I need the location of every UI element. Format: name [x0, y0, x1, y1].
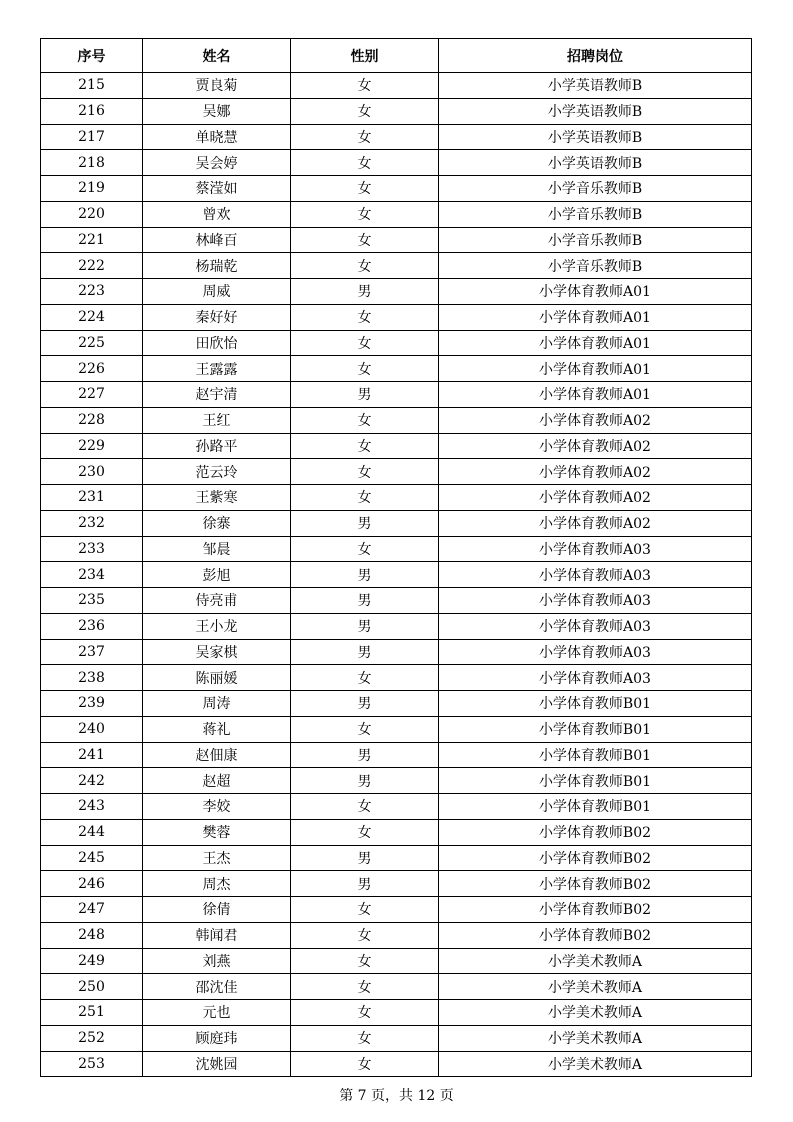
- row-number: 249: [41, 948, 143, 974]
- header-gender: 性别: [291, 39, 439, 73]
- row-number: 227: [41, 382, 143, 408]
- applicant-name: 韩闻君: [143, 922, 291, 948]
- applicant-name: 李姣: [143, 794, 291, 820]
- row-number: 230: [41, 459, 143, 485]
- table-row: [41, 536, 752, 562]
- page-footer: 第 7 页，共 12 页: [339, 1088, 454, 1104]
- row-number: 253: [41, 1051, 143, 1077]
- recruitment-position: 小学美术教师A: [439, 1000, 752, 1026]
- table-row: [41, 1051, 752, 1077]
- row-number: 224: [41, 304, 143, 330]
- table-row: [41, 1000, 752, 1026]
- row-number: 237: [41, 639, 143, 665]
- applicant-name: 贾良菊: [143, 73, 291, 99]
- recruitment-position: 小学美术教师A: [439, 974, 752, 1000]
- applicant-gender: 女: [291, 407, 439, 433]
- applicant-gender: 男: [291, 613, 439, 639]
- applicant-gender: 女: [291, 1025, 439, 1051]
- applicant-name: 杨瑞乾: [143, 253, 291, 279]
- applicant-name: 顾庭玮: [143, 1025, 291, 1051]
- recruitment-table: [40, 38, 752, 1077]
- table-row: [41, 742, 752, 768]
- row-number: 234: [41, 562, 143, 588]
- applicant-gender: 女: [291, 150, 439, 176]
- table-row: [41, 227, 752, 253]
- row-number: 251: [41, 1000, 143, 1026]
- table-row: [41, 382, 752, 408]
- row-number: 215: [41, 73, 143, 99]
- applicant-name: 周涛: [143, 691, 291, 717]
- recruitment-position: 小学体育教师B01: [439, 691, 752, 717]
- table-row: [41, 73, 752, 99]
- recruitment-position: 小学英语教师B: [439, 124, 752, 150]
- row-number: 247: [41, 897, 143, 923]
- applicant-gender: 男: [291, 871, 439, 897]
- applicant-gender: 女: [291, 98, 439, 124]
- applicant-gender: 女: [291, 176, 439, 202]
- recruitment-position: 小学体育教师B01: [439, 768, 752, 794]
- applicant-name: 邵沈佳: [143, 974, 291, 1000]
- applicant-name: 蒋礼: [143, 716, 291, 742]
- row-number: 216: [41, 98, 143, 124]
- applicant-gender: 女: [291, 716, 439, 742]
- applicant-name: 赵宇清: [143, 382, 291, 408]
- table-row: [41, 510, 752, 536]
- row-number: 218: [41, 150, 143, 176]
- row-number: 244: [41, 819, 143, 845]
- applicant-name: 刘燕: [143, 948, 291, 974]
- applicant-gender: 男: [291, 845, 439, 871]
- row-number: 220: [41, 201, 143, 227]
- table-row: [41, 716, 752, 742]
- recruitment-position: 小学体育教师A03: [439, 613, 752, 639]
- applicant-gender: 女: [291, 922, 439, 948]
- table-row: [41, 922, 752, 948]
- applicant-gender: 女: [291, 227, 439, 253]
- applicant-gender: 男: [291, 691, 439, 717]
- applicant-gender: 男: [291, 588, 439, 614]
- applicant-name: 侍亮甫: [143, 588, 291, 614]
- applicant-name: 邹晨: [143, 536, 291, 562]
- table-row: [41, 794, 752, 820]
- row-number: 217: [41, 124, 143, 150]
- recruitment-position: 小学体育教师A01: [439, 382, 752, 408]
- row-number: 239: [41, 691, 143, 717]
- applicant-name: 孙路平: [143, 433, 291, 459]
- applicant-name: 陈丽媛: [143, 665, 291, 691]
- row-number: 242: [41, 768, 143, 794]
- recruitment-position: 小学体育教师A01: [439, 356, 752, 382]
- recruitment-position: 小学体育教师A03: [439, 665, 752, 691]
- recruitment-position: 小学美术教师A: [439, 1051, 752, 1077]
- table-row: [41, 948, 752, 974]
- recruitment-position: 小学音乐教师B: [439, 176, 752, 202]
- table-row: [41, 1025, 752, 1051]
- table-row: [41, 201, 752, 227]
- recruitment-position: 小学美术教师A: [439, 1025, 752, 1051]
- recruitment-position: 小学体育教师B02: [439, 845, 752, 871]
- table-row: [41, 819, 752, 845]
- recruitment-position: 小学体育教师A01: [439, 279, 752, 305]
- recruitment-position: 小学体育教师A02: [439, 407, 752, 433]
- row-number: 231: [41, 485, 143, 511]
- applicant-gender: 女: [291, 304, 439, 330]
- recruitment-position: 小学体育教师B02: [439, 819, 752, 845]
- table-row: [41, 871, 752, 897]
- applicant-gender: 女: [291, 73, 439, 99]
- table-row: [41, 279, 752, 305]
- header-no: 序号: [41, 39, 143, 73]
- recruitment-position: 小学体育教师B01: [439, 716, 752, 742]
- row-number: 235: [41, 588, 143, 614]
- table-row: [41, 176, 752, 202]
- table-row: [41, 124, 752, 150]
- applicant-gender: 男: [291, 768, 439, 794]
- table-row: [41, 150, 752, 176]
- applicant-name: 周杰: [143, 871, 291, 897]
- row-number: 248: [41, 922, 143, 948]
- applicant-name: 林峰百: [143, 227, 291, 253]
- row-number: 236: [41, 613, 143, 639]
- row-number: 228: [41, 407, 143, 433]
- row-number: 223: [41, 279, 143, 305]
- row-number: 241: [41, 742, 143, 768]
- row-number: 226: [41, 356, 143, 382]
- applicant-name: 樊蓉: [143, 819, 291, 845]
- applicant-gender: 女: [291, 1051, 439, 1077]
- recruitment-position: 小学体育教师A02: [439, 433, 752, 459]
- recruitment-position: 小学体育教师B01: [439, 742, 752, 768]
- recruitment-position: 小学体育教师B02: [439, 922, 752, 948]
- table-row: [41, 407, 752, 433]
- applicant-name: 赵佃康: [143, 742, 291, 768]
- table-row: [41, 98, 752, 124]
- table-row: [41, 433, 752, 459]
- row-number: 240: [41, 716, 143, 742]
- header-position: 招聘岗位: [439, 39, 752, 73]
- applicant-name: 王杰: [143, 845, 291, 871]
- applicant-gender: 女: [291, 819, 439, 845]
- applicant-name: 沈姚园: [143, 1051, 291, 1077]
- applicant-name: 吴娜: [143, 98, 291, 124]
- table-header-row: [41, 39, 752, 73]
- applicant-name: 范云玲: [143, 459, 291, 485]
- recruitment-position: 小学音乐教师B: [439, 227, 752, 253]
- applicant-gender: 女: [291, 1000, 439, 1026]
- header-name: 姓名: [143, 39, 291, 73]
- applicant-name: 周威: [143, 279, 291, 305]
- recruitment-position: 小学体育教师A03: [439, 639, 752, 665]
- table-row: [41, 691, 752, 717]
- recruitment-position: 小学体育教师A02: [439, 459, 752, 485]
- applicant-name: 王小龙: [143, 613, 291, 639]
- recruitment-position: 小学体育教师A01: [439, 330, 752, 356]
- applicant-gender: 女: [291, 974, 439, 1000]
- applicant-name: 单晓慧: [143, 124, 291, 150]
- applicant-gender: 男: [291, 562, 439, 588]
- table-row: [41, 974, 752, 1000]
- row-number: 243: [41, 794, 143, 820]
- applicant-name: 元也: [143, 1000, 291, 1026]
- applicant-name: 王红: [143, 407, 291, 433]
- applicant-gender: 女: [291, 665, 439, 691]
- row-number: 222: [41, 253, 143, 279]
- table-row: [41, 897, 752, 923]
- applicant-gender: 女: [291, 794, 439, 820]
- table-row: [41, 562, 752, 588]
- table-row: [41, 330, 752, 356]
- recruitment-position: 小学体育教师A02: [439, 485, 752, 511]
- recruitment-position: 小学体育教师A03: [439, 588, 752, 614]
- applicant-name: 蔡滢如: [143, 176, 291, 202]
- applicant-name: 吴会婷: [143, 150, 291, 176]
- table-row: [41, 845, 752, 871]
- applicant-gender: 女: [291, 124, 439, 150]
- applicant-name: 田欣怡: [143, 330, 291, 356]
- applicant-gender: 女: [291, 253, 439, 279]
- applicant-gender: 女: [291, 201, 439, 227]
- table-row: [41, 485, 752, 511]
- row-number: 229: [41, 433, 143, 459]
- applicant-name: 彭旭: [143, 562, 291, 588]
- recruitment-position: 小学英语教师B: [439, 98, 752, 124]
- table-row: [41, 613, 752, 639]
- recruitment-position: 小学音乐教师B: [439, 201, 752, 227]
- applicant-name: 赵超: [143, 768, 291, 794]
- recruitment-position: 小学体育教师A03: [439, 562, 752, 588]
- applicant-gender: 男: [291, 639, 439, 665]
- row-number: 219: [41, 176, 143, 202]
- table-row: [41, 768, 752, 794]
- table-row: [41, 639, 752, 665]
- applicant-gender: 女: [291, 897, 439, 923]
- row-number: 232: [41, 510, 143, 536]
- applicant-name: 徐倩: [143, 897, 291, 923]
- row-number: 250: [41, 974, 143, 1000]
- recruitment-position: 小学英语教师B: [439, 73, 752, 99]
- applicant-gender: 女: [291, 485, 439, 511]
- recruitment-position: 小学英语教师B: [439, 150, 752, 176]
- table-row: [41, 665, 752, 691]
- applicant-gender: 男: [291, 742, 439, 768]
- recruitment-position: 小学美术教师A: [439, 948, 752, 974]
- applicant-gender: 男: [291, 279, 439, 305]
- applicant-name: 曾欢: [143, 201, 291, 227]
- applicant-gender: 女: [291, 459, 439, 485]
- applicant-name: 吴家棋: [143, 639, 291, 665]
- row-number: 238: [41, 665, 143, 691]
- applicant-gender: 女: [291, 356, 439, 382]
- applicant-name: 秦好好: [143, 304, 291, 330]
- recruitment-position: 小学体育教师B01: [439, 794, 752, 820]
- recruitment-position: 小学体育教师B02: [439, 871, 752, 897]
- recruitment-position: 小学体育教师A01: [439, 304, 752, 330]
- row-number: 225: [41, 330, 143, 356]
- applicant-name: 徐寨: [143, 510, 291, 536]
- table-row: [41, 304, 752, 330]
- row-number: 246: [41, 871, 143, 897]
- applicant-gender: 女: [291, 536, 439, 562]
- applicant-gender: 女: [291, 948, 439, 974]
- table-row: [41, 459, 752, 485]
- row-number: 233: [41, 536, 143, 562]
- table-row: [41, 588, 752, 614]
- row-number: 221: [41, 227, 143, 253]
- applicant-gender: 女: [291, 433, 439, 459]
- row-number: 252: [41, 1025, 143, 1051]
- recruitment-position: 小学音乐教师B: [439, 253, 752, 279]
- applicant-gender: 男: [291, 510, 439, 536]
- recruitment-position: 小学体育教师A02: [439, 510, 752, 536]
- recruitment-position: 小学体育教师B02: [439, 897, 752, 923]
- applicant-gender: 男: [291, 382, 439, 408]
- applicant-name: 王露露: [143, 356, 291, 382]
- row-number: 245: [41, 845, 143, 871]
- applicant-gender: 女: [291, 330, 439, 356]
- table-row: [41, 356, 752, 382]
- applicant-name: 王紫寒: [143, 485, 291, 511]
- recruitment-position: 小学体育教师A03: [439, 536, 752, 562]
- table-row: [41, 253, 752, 279]
